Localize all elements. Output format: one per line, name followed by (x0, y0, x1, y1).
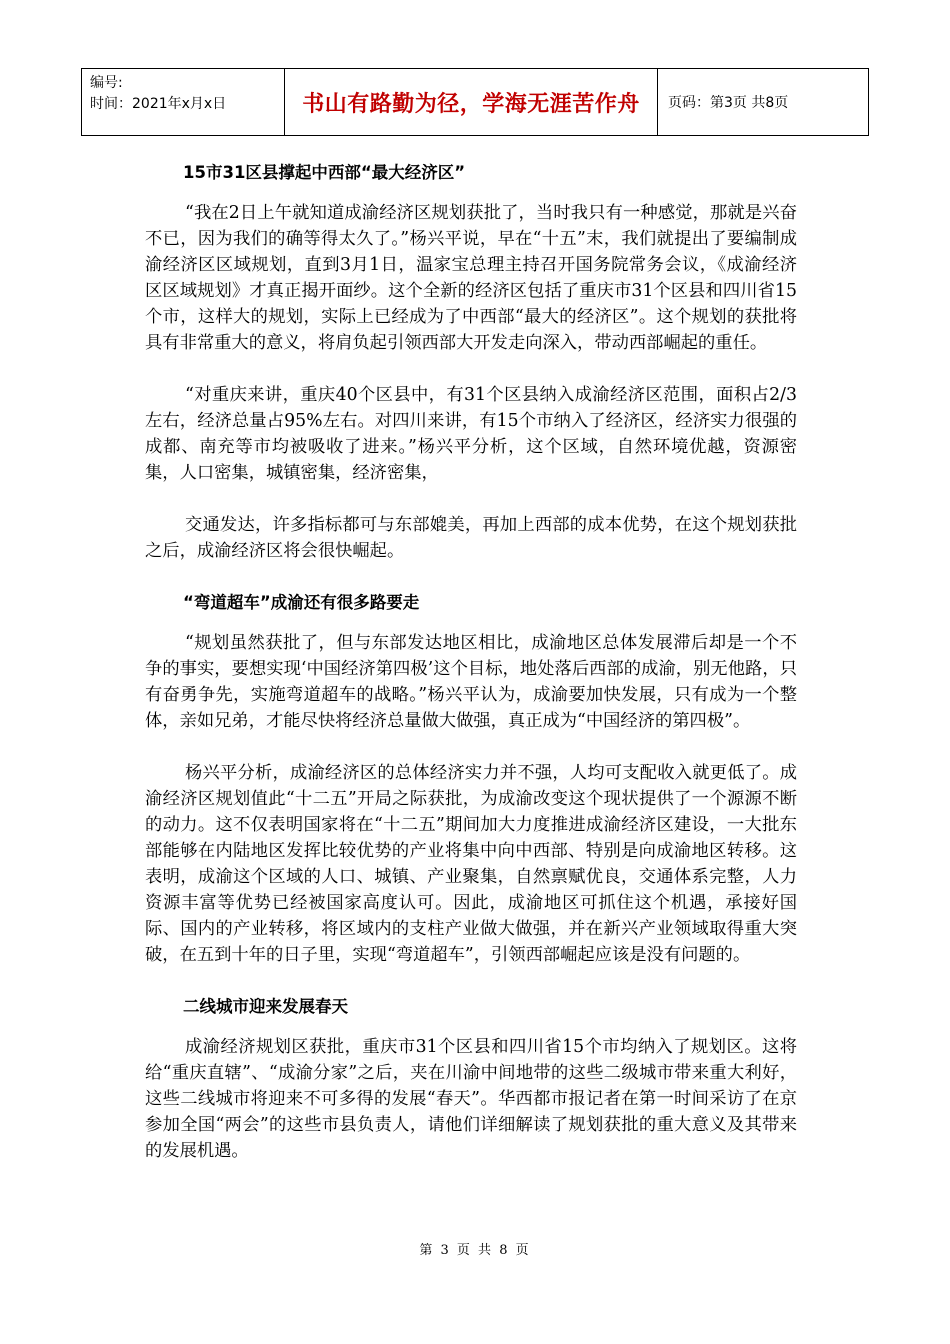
paragraph: “对重庆来讲，重庆40个区县中，有31个区县纳入成渝经济区范围，面积占2/3左右，经济总量占95%左右。对四川来讲，有15个市纳入了经济区，经济实力很强的成都、南充等市均被吸收了进来。”杨兴平分析，这个区域，自然环境优越，资源密集，人口密集，城镇密集，经济密集， (145, 385, 797, 483)
motto: 书山有路勤为径，学海无涯苦作舟 (302, 91, 640, 117)
page-info: 页码：第3页 共8页 (668, 95, 789, 111)
document-body (145, 145, 797, 1190)
section-heading: 二线城市迎来发展春天 (183, 997, 348, 1016)
page-info-cell (658, 69, 868, 135)
paragraph: 成渝经济规划区获批，重庆市31个区县和四川省15个市均纳入了规划区。这将给“重庆直辖”、“成渝分家”之后，夹在川渝中间地带的这些二级城市带来重大利好，这些二线城市将迎来不可多得的发展“春天”。华西都市报记者在第一时间采访了在京参加全国“两会”的这些市县负责人，请他们详细解读了规划获批的重大意义及其带来的发展机遇。 (145, 1037, 797, 1161)
paragraph: “规划虽然获批了，但与东部发达地区相比，成渝地区总体发展滞后却是一个不争的事实，要想实现‘中国经济第四极’这个目标，地处落后西部的成渝，别无他路，只有奋勇争先，实施弯道超车的战略。”杨兴平认为，成渝要加快发展，只有成为一个整体，亲如兄弟，才能尽快将经济总量做大做强，真正成为“中国经济的第四极”。 (145, 633, 797, 731)
serial-label: 编号: (90, 75, 123, 91)
header-meta-cell (82, 69, 285, 135)
paragraph: “我在2日上午就知道成渝经济区规划获批了，当时我只有一种感觉，那就是兴奋不已，因为我们的确等得太久了。”杨兴平说，早在“十五”末，我们就提出了要编制成渝经济区区域规划，直到3月1日，温家宝总理主持召开国务院常务会议，《成渝经济区区域规划》才真正揭开面纱。这个全新的经济区包括了重庆市31个区县和四川省15个市，这样大的规划，实际上已经成为了中西部“最大的经济区”。这个规划的获批将具有非常重大的意义，将肩负起引领西部大开发走向深入，带动西部崛起的重任。 (145, 203, 797, 353)
page-footer: 第 3 页 共 8 页 (419, 1243, 531, 1258)
section-heading: 15市31区县撑起中西部“最大经济区” (183, 163, 466, 182)
paragraph: 杨兴平分析，成渝经济区的总体经济实力并不强，人均可支配收入就更低了。成渝经济区规划值此“十二五”开局之际获批，为成渝改变这个现状提供了一个源源不断的动力。这不仅表明国家将在“十二五”期间加大力度推进成渝经济区建设，一大批东部能够在内陆地区发挥比较优势的产业将集中向中西部、特别是向成渝地区转移。这表明，成渝这个区域的人口、城镇、产业聚集，自然禀赋优良，交通体系完整，人力资源丰富等优势已经被国家高度认可。因此，成渝地区可抓住这个机遇，承接好国际、国内的产业转移，将区域内的支柱产业做大做强，并在新兴产业领域取得重大突破，在五到十年的日子里，实现“弯道超车”，引领西部崛起应该是没有问题的。 (145, 763, 797, 965)
paragraph: 交通发达，许多指标都可与东部媲美，再加上西部的成本优势，在这个规划获批之后，成渝经济区将会很快崛起。 (145, 515, 797, 561)
document-header (81, 68, 869, 136)
section-heading: “弯道超车”成渝还有很多路要走 (183, 593, 420, 612)
motto-cell (285, 69, 658, 135)
time-label: 时间：2021年x月x日 (90, 96, 227, 112)
